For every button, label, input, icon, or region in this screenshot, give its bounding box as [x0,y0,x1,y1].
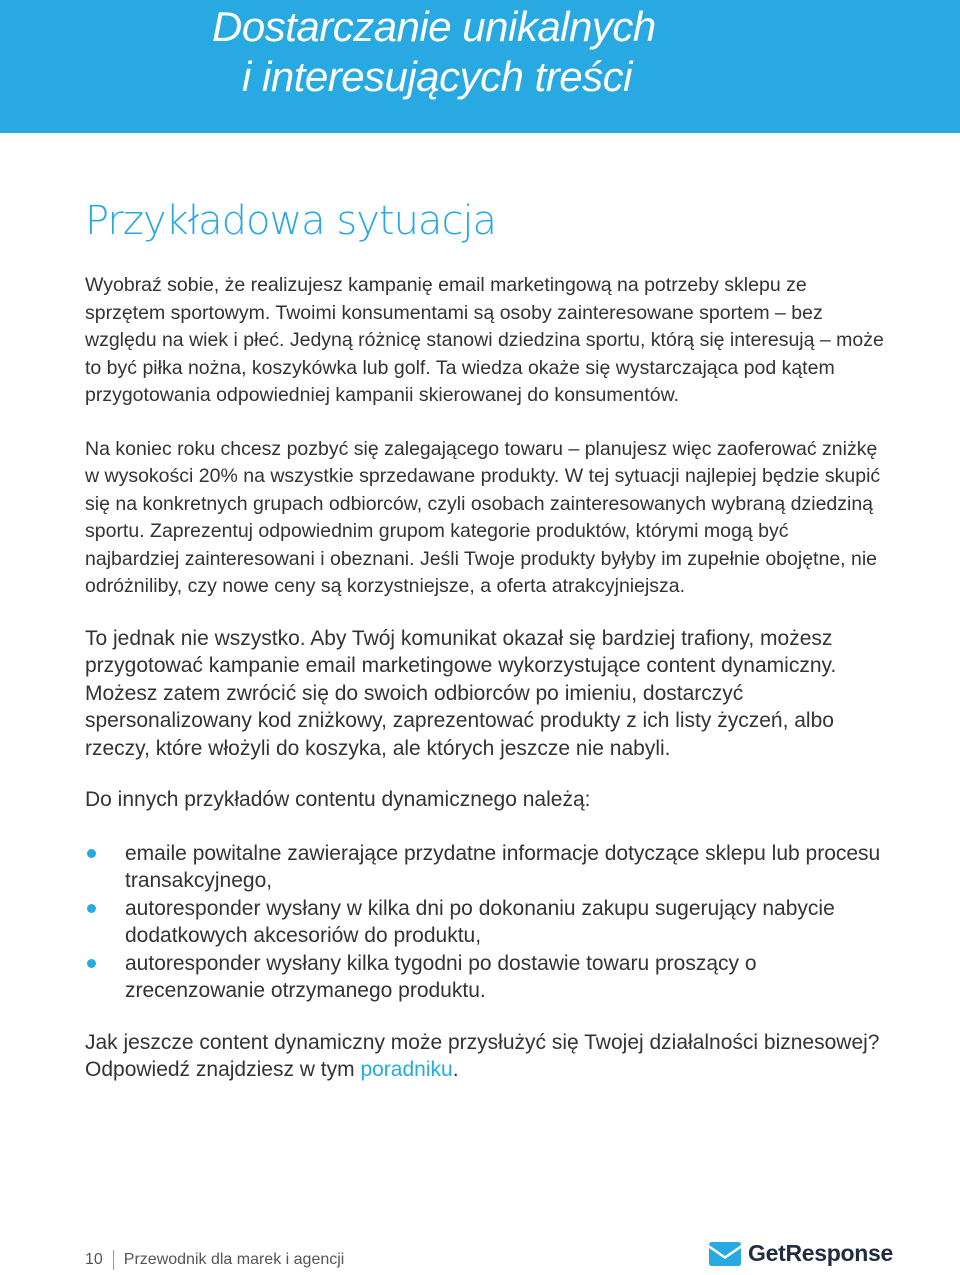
list-item-text: emaile powitalne zawierające przydatne informacje dotyczące sklepu lub procesu transakcyjnego, [125,841,881,892]
banner-title-line1: Dostarczanie unikalnych [212,3,656,50]
page-number: 10 [85,1251,103,1269]
list-item-text: autoresponder wysłany w kilka dni po dokonaniu zakupu sugerujący nabycie dodatkowych akcesoriów do produktu, [125,896,835,947]
paragraph-closing-end: . [452,1058,459,1081]
banner-title-line2: i interesujących treści [242,53,632,100]
section-heading: Przykładowa sytuacja [85,198,497,244]
getresponse-logo [708,1240,893,1267]
examples-list [85,840,885,1005]
footer [85,1250,344,1270]
bullet-dot-icon [87,959,96,968]
paragraph-closing [85,1029,885,1084]
paragraph-examples-intro: Do innych przykładów contentu dynamicznego należą: [85,788,591,811]
list-item [85,950,885,1005]
banner-title [212,2,656,102]
paragraph-discount: Na koniec roku chcesz pozbyć się zalegającego towaru – planujesz więc zaoferować zniżkę w wysokości 20% na wszystkie sprzedawane produkty. W tej sytuacji najlepiej będzie skupić się na konkretnych grupach odbiorców, czyli osobach zainteresowanych wybraną dziedziną sportu. Zaprezentuj odpowiednim grupom kategorie produktów, którymi mogą być najbardziej zainteresowani i obeznani. Jeśli Twoje produkty byłyby im zupełnie obojętne, nie odróżniliby, czy nowe ceny są korzystniejsze, a oferta atrakcyjniejsza. [85,437,881,597]
list-item-text: autoresponder wysłany kilka tygodni po dostawie towaru proszący o zrecenzowanie otrzymanego produktu. [125,951,757,1002]
logo-text: GetResponse [748,1240,893,1266]
guide-link[interactable]: poradniku [360,1058,453,1081]
main-content [85,272,885,1084]
bullet-dot-icon [87,904,96,913]
envelope-logo-icon [708,1241,742,1267]
footer-divider [113,1250,114,1270]
paragraph-dynamic-content: To jednak nie wszystko. Aby Twój komunikat okazał się bardziej trafiony, możesz przygotować kampanie email marketingowe wykorzystujące content dynamiczny. Możesz zatem zwrócić się do swoich odbiorców po imieniu, dostarczyć spersonalizowany kod zniżkowy, zaprezentować produkty z ich listy życzeń, albo rzeczy, które włożyli do koszyka, ale których jeszcze nie nabyli. [85,626,837,760]
paragraph-intro: Wyobraź sobie, że realizujesz kampanię email marketingową na potrzeby sklepu ze sprzętem sportowym. Twoimi konsumentami są osoby zainteresowane sportem – bez względu na wiek i płeć. Jedyną różnicę stanowi dziedzina sportu, którą się interesują – może to być piłka nożna, koszykówka lub golf. Ta wiedza okaże się wystarczająca pod kątem przygotowania odpowiedniej kampanii skierowanej do konsumentów. [85,274,884,406]
list-item [85,840,885,895]
paragraph-closing-text: Jak jeszcze content dynamiczny może przysłużyć się Twojej działalności biznesowej? Odpowiedź znajdziesz w tym [85,1030,880,1081]
bullet-dot-icon [87,849,96,858]
header-banner [0,0,960,133]
list-item [85,895,885,950]
guide-title: Przewodnik dla marek i agencji [123,1251,345,1269]
